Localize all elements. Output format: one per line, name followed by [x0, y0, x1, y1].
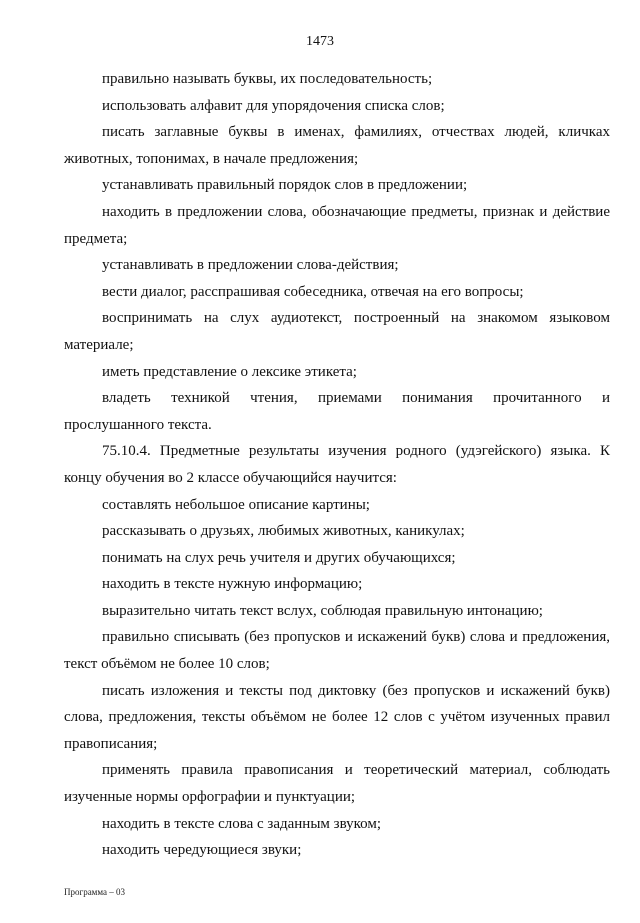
paragraph-19: применять правила правописания и теоретический материал, соблюдать изученные нормы орфографии и пунктуации;: [64, 762, 610, 806]
paragraph-1: правильно называть буквы, их последовательность;: [102, 71, 433, 87]
paragraph-13: рассказывать о друзьях, любимых животных, каникулах;: [102, 523, 465, 540]
document-body: [64, 66, 610, 864]
paragraph-20: находить в тексте слова с заданным звуком;: [102, 815, 382, 832]
paragraph-5: находить в предложении слова, обозначающие предметы, признак и действие предмета;: [64, 203, 610, 247]
footer-program-label: Программа – 03: [64, 887, 126, 897]
paragraph-14: понимать на слух речь учителя и других обучающихся;: [102, 549, 456, 566]
paragraph-3: писать заглавные буквы в именах, фамилиях, отчествах людей, кличках животных, топонимах, в начале предложения;: [64, 124, 610, 167]
paragraph-10: владеть техникой чтения, приемами понимания прочитанного и прослушанного текста.: [64, 390, 610, 433]
paragraph-2: использовать алфавит для упорядочения списка слов;: [102, 97, 445, 114]
paragraph-7: вести диалог, расспрашивая собеседника, отвечая на его вопросы;: [102, 283, 524, 300]
paragraph-12: составлять небольшое описание картины;: [102, 496, 370, 513]
paragraph-15: находить в тексте нужную информацию;: [102, 576, 363, 593]
paragraph-6: устанавливать в предложении слова-действия;: [102, 257, 399, 274]
paragraph-9: иметь представление о лексике этикета;: [102, 363, 357, 380]
page-number: 1473: [306, 34, 334, 49]
paragraph-4: устанавливать правильный порядок слов в предложении;: [102, 177, 468, 194]
paragraph-16: выразительно читать текст вслух, соблюдая правильную интонацию;: [102, 602, 543, 619]
paragraph-18: писать изложения и тексты под диктовку (без пропусков и искажений букв) слова, предложения, тексты объёмом не более 12 слов с учётом изученных правил правописания;: [64, 682, 610, 752]
section-heading-75-10-4: 75.10.4. Предметные результаты изучения родного (удэгейского) языка. К концу обучения во 2 классе обучающийся научится:: [64, 443, 610, 486]
paragraph-17: правильно списывать (без пропусков и искажений букв) слова и предложения, текст объёмом не более 10 слов;: [64, 629, 610, 673]
paragraph-8: воспринимать на слух аудиотекст, построенный на знакомом языковом материале;: [64, 310, 610, 353]
paragraph-21: находить чередующиеся звуки;: [102, 842, 302, 859]
